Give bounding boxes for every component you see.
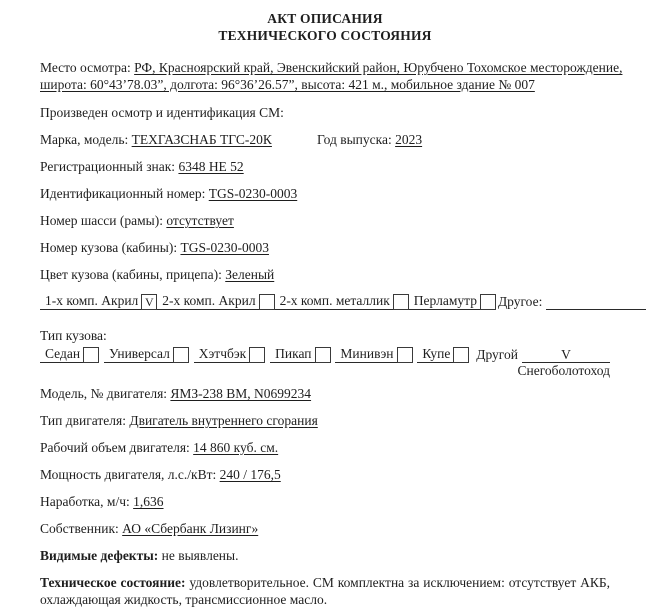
id-number-label: Идентификационный номер: xyxy=(40,186,206,201)
engine-volume-value: 14 860 куб. см. xyxy=(193,440,279,455)
id-number-value: TGS-0230-0003 xyxy=(208,186,298,201)
body-type-minivan xyxy=(335,346,412,363)
body-type-hatchback-label: Хэтчбэк xyxy=(194,346,249,363)
body-type-hatchback-checkbox[interactable] xyxy=(249,347,265,363)
reg-number-value: 6348 НЕ 52 xyxy=(178,159,244,174)
field-engine-type xyxy=(40,412,610,429)
intro-text: Произведен осмотр и идентификация СМ: xyxy=(40,105,284,120)
body-type-label: Тип кузова: xyxy=(40,328,107,343)
body-color-label: Цвет кузова (кабины, прицепа): xyxy=(40,267,222,282)
body-type-coupe-checkbox[interactable] xyxy=(453,347,469,363)
engine-type-label: Тип двигателя: xyxy=(40,413,126,428)
field-id-number xyxy=(40,185,610,202)
technical-condition-value: удовлетворительное. СМ комплектна за исключением: отсутствует АКБ, охлаждающая жидкость, трансмиссионное масло. xyxy=(40,575,610,607)
body-type-coupe xyxy=(417,346,469,363)
operating-hours-value: 1,636 xyxy=(133,494,164,509)
paint-option-acrylic-2k-checkbox[interactable] xyxy=(259,294,275,310)
engine-power-value: 240 / 176,5 xyxy=(219,467,281,482)
field-engine-volume xyxy=(40,439,610,456)
paint-other-blank-field[interactable] xyxy=(546,294,646,310)
visible-defects-value: не выявлены. xyxy=(161,548,239,563)
body-type-coupe-label: Купе xyxy=(417,346,453,363)
engine-model-label: Модель, № двигателя: xyxy=(40,386,168,401)
visible-defects-label: Видимые дефекты: xyxy=(40,548,159,563)
document-title xyxy=(40,10,610,44)
paint-option-acrylic-1k-label: 1-х комп. Акрил xyxy=(40,293,141,310)
body-number-value: TGS-0230-0003 xyxy=(180,240,269,255)
body-type-other xyxy=(474,347,610,363)
year-label: Год выпуска: xyxy=(317,132,392,147)
body-type-wagon xyxy=(104,346,189,363)
brand-label: Марка, модель: xyxy=(40,132,129,147)
paint-option-acrylic-2k xyxy=(157,293,274,310)
chassis-number-label: Номер шасси (рамы): xyxy=(40,213,163,228)
paint-option-acrylic-2k-label: 2-х комп. Акрил xyxy=(157,293,258,310)
brand-value: ТЕХГАЗСНАБ ТГС-20К xyxy=(131,132,272,147)
field-owner xyxy=(40,520,610,537)
field-visible-defects xyxy=(40,547,610,564)
paint-option-pearl-checkbox[interactable] xyxy=(480,294,496,310)
engine-volume-label: Рабочий объем двигателя: xyxy=(40,440,190,455)
body-number-label: Номер кузова (кабины): xyxy=(40,240,178,255)
engine-type-value: Двигатель внутреннего сгорания xyxy=(129,413,318,428)
field-operating-hours xyxy=(40,493,610,510)
body-type-minivan-checkbox[interactable] xyxy=(397,347,413,363)
field-brand xyxy=(40,131,610,148)
paint-type-row xyxy=(40,293,610,310)
technical-condition-label: Техническое состояние: xyxy=(40,575,186,590)
field-technical-condition xyxy=(40,574,610,608)
field-body-color xyxy=(40,266,610,283)
document-title-line1: АКТ ОПИСАНИЯ xyxy=(267,11,383,26)
body-type-minivan-label: Минивэн xyxy=(335,346,396,363)
paint-option-pearl xyxy=(409,293,496,310)
location-value-line2: широта: 60°43’78.03”, долгота: 96°36’26.57”, высота: 421 м., мобильное здание № 007 xyxy=(40,77,535,92)
body-type-pickup-checkbox[interactable] xyxy=(315,347,331,363)
engine-power-label: Мощность двигателя, л.с./кВт: xyxy=(40,467,217,482)
location-label: Место осмотра: xyxy=(40,60,131,75)
body-color-value: Зеленый xyxy=(225,267,275,282)
document-title-line2: ТЕХНИЧЕСКОГО СОСТОЯНИЯ xyxy=(218,28,432,43)
field-engine-power xyxy=(40,466,610,483)
body-type-wagon-checkbox[interactable] xyxy=(173,347,189,363)
field-location xyxy=(40,59,623,93)
operating-hours-label: Наработка, м/ч: xyxy=(40,494,130,509)
body-type-wagon-label: Универсал xyxy=(104,346,173,363)
body-type-sedan-label: Седан xyxy=(40,346,83,363)
body-type-sedan xyxy=(40,346,99,363)
body-type-other-note: Снегоболотоход xyxy=(517,363,610,378)
field-chassis-number xyxy=(40,212,610,229)
paint-option-metallic-2k-label: 2-х комп. металлик xyxy=(275,293,393,310)
paint-other-label: Другое: xyxy=(497,294,543,309)
paint-option-acrylic-1k-checkbox[interactable]: V xyxy=(141,294,157,310)
field-year xyxy=(317,131,422,148)
chassis-number-value: отсутствует xyxy=(166,213,234,228)
paint-option-metallic-2k-checkbox[interactable] xyxy=(393,294,409,310)
body-type-pickup xyxy=(270,346,330,363)
paint-option-metallic-2k xyxy=(275,293,409,310)
body-type-row xyxy=(40,346,610,363)
paint-option-pearl-label: Перламутр xyxy=(409,293,480,310)
field-body-number xyxy=(40,239,610,256)
body-type-hatchback xyxy=(194,346,265,363)
paint-option-other xyxy=(496,294,646,310)
body-type-other-field[interactable]: V xyxy=(522,347,610,363)
owner-label: Собственник: xyxy=(40,521,119,536)
location-value-line1: РФ, Красноярский край, Эвенскийский район, Юрубчено Тохомское месторождение, xyxy=(134,60,623,75)
paint-option-acrylic-1k xyxy=(40,293,157,310)
body-type-sedan-checkbox[interactable] xyxy=(83,347,99,363)
field-reg-number xyxy=(40,158,610,175)
body-type-pickup-label: Пикап xyxy=(270,346,314,363)
reg-number-label: Регистрационный знак: xyxy=(40,159,176,174)
engine-model-value: ЯМЗ-238 ВМ, N0699234 xyxy=(170,386,312,401)
field-engine-model xyxy=(40,385,610,402)
body-type-other-label: Другой xyxy=(476,347,518,362)
year-value: 2023 xyxy=(395,132,423,147)
owner-value: АО «Сбербанк Лизинг» xyxy=(122,521,259,536)
